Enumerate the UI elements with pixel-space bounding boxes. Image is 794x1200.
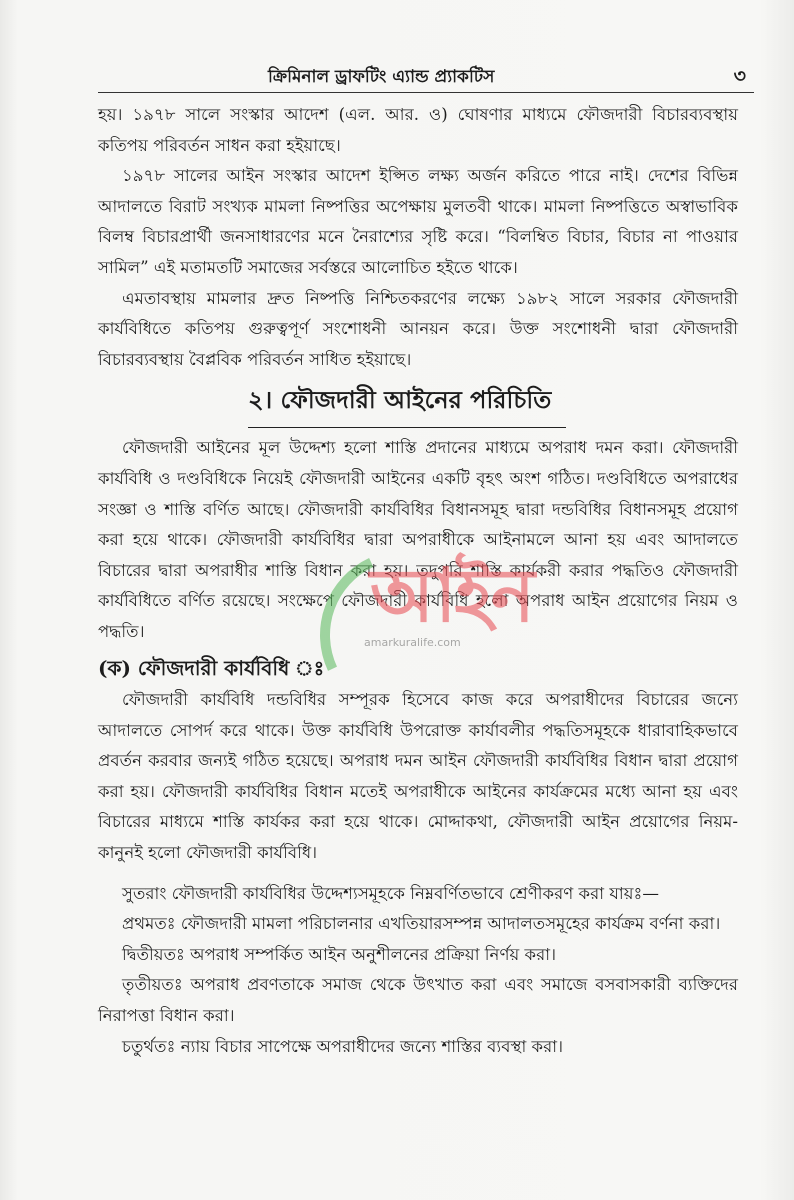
running-head: ক্রিমিনাল ড্রাফটিং এ্যান্ড প্র্যাকটিস — [268, 67, 495, 87]
paragraph: ফৌজদারী আইনের মূল উদ্দেশ্য হলো শাস্তি প্রদানের মাধ্যমে অপরাধ দমন করা। ফৌজদারী কার্যবিধি ও দণ্ডবিধিকে নিয়েই ফৌজদারী আইনের একটি বৃহৎ অংশ গঠিত। দণ্ডবিধিতে অপরাধের সংজ্ঞা ও শাস্তি বর্ণিত আছে। ফৌজদারী কার্যবিধির বিধানসমূহ দ্বারা দন্ডবিধির বিধানসমূহ প্রয়োগ করা হয়ে থাকে। ফৌজদারী কার্যবিধির দ্বারা অপরাধীকে আইনামলে আনা হয় এবং আদালতে বিচারের দ্বারা অপরাধীর শাস্তি বিধান করা হয়। তদুপরি শাস্তি কার্যকরী করার পদ্ধতিও ফৌজদারী কার্যবিধিতে বর্ণিত রয়েছে। সংক্ষেপে ফৌজদারী কার্যবিধি হলো অপরাধ আইন প্রয়োগের নিয়ম ও পদ্ধতি। — [98, 438, 738, 641]
paragraph: হয়। ১৯৭৮ সালে সংস্কার আদেশ (এল. আর. ও) ঘোষণার মাধ্যমে ফৌজদারী বিচারব্যবস্থায় কতিপয় পরিবর্তন সাধন করা হইয়াছে। — [98, 105, 738, 155]
heading-underline — [248, 427, 566, 428]
list-item: চতুর্থতঃ ন্যায় বিচার সাপেক্ষে অপরাধীদের জন্যে শাস্তির ব্যবস্থা করা। — [122, 1036, 564, 1056]
paragraph: ফৌজদারী কার্যবিধি দন্ডবিধির সম্পূরক হিসেবে কাজ করে অপরাধীদের বিচারের জন্যে আদালতে সোপর্দ করে থাকে। উক্ত কার্যবিধি উপরোক্ত কার্যাবলীর পদ্ধতিসমূহকে ধারাবাহিকভাবে প্রবর্তন করবার জন্যই গঠিত হয়েছে। অপরাধ দমন আইন ফৌজদারী কার্যবিধির বিধান দ্বারা প্রয়োগ করা হয়। ফৌজদারী কার্যবিধির বিধান মতেই অপরাধীকে আইনের কার্যক্রমের মধ্যে আনা হয় এবং বিচারের মাধ্যমে শাস্তি কার্যকর করা হয়ে থাকে। মোদ্দাকথা, ফৌজদারী আইন প্রয়োগের নিয়ম-কানুনই হলো ফৌজদারী কার্যবিধি। — [98, 690, 738, 863]
section-heading-text: ২। ফৌজদারী আইনের পরিচিতি — [248, 385, 552, 415]
section-heading — [98, 383, 738, 433]
list-item: তৃতীয়তঃ অপরাধ প্রবণতাকে সমাজ থেকে উৎখাত করা এবং সমাজে বসবাসকারী ব্যক্তিদের নিরাপত্তা বিধান করা। — [98, 975, 738, 1026]
list-item: দ্বিতীয়তঃ অপরাধ সম্পর্কিত আইন অনুশীলনের প্রক্রিয়া নির্ণয় করা। — [122, 944, 557, 964]
watermark-logo — [300, 540, 533, 650]
logo-text: আইন — [370, 553, 533, 639]
list-item: প্রথমতঃ ফৌজদারী মামলা পরিচালনার এখতিয়ারসম্পন্ন আদালতসমূহের কার্যক্রম বর্ণনা করা। — [122, 914, 721, 934]
watermark-site: amarkuralife.com — [364, 636, 461, 649]
page-header — [98, 62, 754, 93]
page-number: ৩ — [733, 65, 746, 87]
paragraph: ১৯৭৮ সালের আইন সংস্কার আদেশ ইপ্সিত লক্ষ্য অর্জন করিতে পারে নাই। দেশের বিভিন্ন আদালতে বিরাট সংখ্যক মামলা নিষ্পত্তির অপেক্ষায় মুলতবী থাকে। মামলা নিষ্পত্তিতে অস্বাভাবিক বিলম্ব বিচারপ্রার্থী জনসাধারণের মনে নৈরাশ্যের সৃষ্টি করে। “বিলম্বিত বিচার, বিচার না পাওয়ার সামিল” এই মতামতটি সমাজের সর্বস্তরে আলোচিত হইতে থাকে। — [98, 166, 738, 277]
paragraph: এমতাবস্থায় মামলার দ্রুত নিষ্পত্তি নিশ্চিতকরণের লক্ষ্যে ১৯৮২ সালে সরকার ফৌজদারী কার্যবিধিতে কতিপয় গুরুত্বপূর্ণ সংশোধনী আনয়ন করে। উক্ত সংশোধনী দ্বারা ফৌজদারী বিচারব্যবস্থায় বৈপ্লবিক পরিবর্তন সাধিত হইয়াছে। — [98, 288, 738, 369]
subheading-text: (ক) ফৌজদারী কার্যবিধি ঃ — [98, 655, 325, 680]
paragraph: সুতরাং ফৌজদারী কার্যবিধির উদ্দেশ্যসমূহকে নিম্নবর্ণিতভাবে শ্রেণীকরণ করা যায়ঃ— — [122, 883, 659, 903]
